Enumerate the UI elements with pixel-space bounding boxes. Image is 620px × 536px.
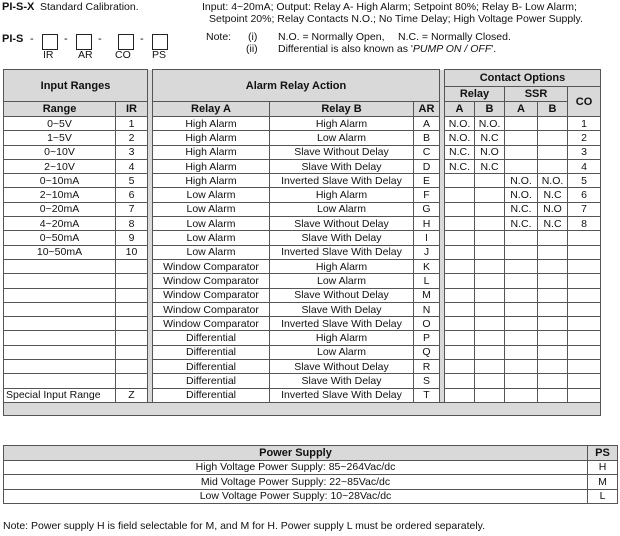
relay-contact-b-cell [475,245,505,259]
ir-cell [116,302,148,316]
dash: - [98,33,102,45]
co-cell: 6 [568,188,601,202]
relay-b-cell: High Alarm [270,188,414,202]
relay-contact-b-cell [475,317,505,331]
ar-cell: E [414,174,440,188]
ssr-b-cell [538,159,568,173]
ir-cell: 1 [116,117,148,131]
range-cell [4,360,116,374]
ps-box [152,34,168,50]
ssr-b-cell [538,231,568,245]
ar-cell: H [414,217,440,231]
ir-cell [116,317,148,331]
ssr-a-cell: N.C. [505,202,538,216]
relay-a-cell: High Alarm [153,117,270,131]
relay-contact-a-cell [445,217,475,231]
note-1-text-2: N.C. = Normally Closed. [398,31,511,43]
table-row [4,302,601,316]
relay-a-cell: Window Comparator [153,317,270,331]
relay-b-cell: Inverted Slave With Delay [270,174,414,188]
ir-header: IR [116,102,148,117]
ar-cell: O [414,317,440,331]
relay-a-cell: High Alarm [153,131,270,145]
relay-contact-a-cell [445,174,475,188]
power-desc-cell: High Voltage Power Supply: 85~264Vac/dc [4,460,588,475]
note-label: Note: [206,31,232,43]
ir-cell [116,345,148,359]
relay-b-cell: Slave Without Delay [270,145,414,159]
co-cell [568,245,601,259]
co-cell [568,231,601,245]
relay-contact-a-cell [445,302,475,316]
relay-a-cell: Window Comparator [153,274,270,288]
ar-cell: L [414,274,440,288]
co-cell: 7 [568,202,601,216]
ssr-a-cell [505,360,538,374]
ir-cell [116,259,148,273]
table-row [4,217,601,231]
ssr-b-cell [538,131,568,145]
relay-b-cell: Slave With Delay [270,374,414,388]
relay-contact-a-cell [445,231,475,245]
range-cell: 0~50mA [4,231,116,245]
range-cell [4,345,116,359]
ir-cell: 6 [116,188,148,202]
ssr-a-cell [505,374,538,388]
ps-label: PS [152,49,167,61]
range-cell: 0~10mA [4,174,116,188]
ir-cell [116,374,148,388]
ir-cell [116,274,148,288]
table-row [4,288,601,302]
relay-a-cell: Low Alarm [153,245,270,259]
ar-cell: Q [414,345,440,359]
relay-contact-b-cell [475,331,505,345]
relay-b-cell: High Alarm [270,331,414,345]
ir-cell [116,288,148,302]
relay-header: Relay [445,87,505,102]
power-desc-cell: Mid Voltage Power Supply: 22~85Vac/dc [4,475,588,490]
relay-b-cell: Low Alarm [270,131,414,145]
table-row [4,360,601,374]
relay-a-cell: Window Comparator [153,302,270,316]
table-row [4,188,601,202]
ssr-b-cell [538,145,568,159]
ssr-a-cell [505,117,538,131]
relay-a-cell: Differential [153,345,270,359]
contact-options-header: Contact Options [445,70,601,87]
relay-contact-a-cell [445,374,475,388]
ar-cell: J [414,245,440,259]
dash: - [140,33,144,45]
ssr-b-cell: N.O. [538,174,568,188]
ar-cell: C [414,145,440,159]
ssr-a-cell: N.C. [505,217,538,231]
relay-contact-b-cell: N.C [475,159,505,173]
ssr-a-cell [505,159,538,173]
input-ranges-header: Input Ranges [4,70,148,102]
range-cell: 10~50mA [4,245,116,259]
table-row [4,117,601,131]
relay-contact-a-cell [445,388,475,402]
co-cell [568,388,601,402]
ir-cell: 3 [116,145,148,159]
co-cell [568,360,601,374]
ir-cell: 7 [116,202,148,216]
std-label: Standard Calibration. [40,1,139,13]
power-row [4,475,618,490]
std-desc-2: Setpoint 20%; Relay Contacts N.O.; No Time Delay; High Voltage Power Supply. [209,13,583,25]
relay-a-cell: Low Alarm [153,202,270,216]
ssr-b-cell: N.O [538,202,568,216]
relay-a-cell: Window Comparator [153,288,270,302]
co-header: CO [568,87,601,117]
power-supply-table [3,445,618,504]
ar-cell: P [414,331,440,345]
range-cell: 0~20mA [4,202,116,216]
range-cell [4,259,116,273]
relay-contact-b-cell [475,274,505,288]
relay-contact-a-cell [445,288,475,302]
note-2-text: Differential is also known as 'PUMP ON / OFF'. [278,43,497,55]
ar-cell: N [414,302,440,316]
ssr-a-cell [505,345,538,359]
ar-cell: T [414,388,440,402]
relay-contact-b-cell [475,360,505,374]
co-cell [568,259,601,273]
relay-b-cell: High Alarm [270,117,414,131]
ssr-b-cell [538,259,568,273]
ssr-a-cell [505,388,538,402]
relay-contact-b-cell: N.O. [475,117,505,131]
co-cell: 8 [568,217,601,231]
order-code [2,31,182,61]
relay-a-cell: Differential [153,374,270,388]
std-desc-1: Input: 4~20mA; Output: Relay A- High Alarm; Setpoint 80%; Relay B- Low Alarm; [202,1,577,13]
ssr-header: SSR [505,87,568,102]
relay-b-cell: Inverted Slave With Delay [270,317,414,331]
co-cell [568,288,601,302]
note-1-text: N.O. = Normally Open, [278,31,385,43]
model-std: PI-S-X [2,1,35,13]
power-code-cell: L [588,489,618,504]
power-code-cell: M [588,475,618,490]
relay-contact-b-cell [475,374,505,388]
relay-contact-a-cell: N.C. [445,145,475,159]
ir-label: IR [43,49,54,61]
range-cell [4,317,116,331]
ar-label: AR [78,49,93,61]
relay-contact-b-cell [475,259,505,273]
relay-contact-b-cell [475,188,505,202]
ssr-b-col-header: B [538,102,568,117]
relay-b-cell: Slave With Delay [270,231,414,245]
relay-a-cell: Window Comparator [153,259,270,273]
ar-cell: M [414,288,440,302]
relay-a-cell: Differential [153,360,270,374]
relay-contact-b-cell [475,288,505,302]
range-cell: 0~5V [4,117,116,131]
range-cell: 1~5V [4,131,116,145]
range-cell [4,331,116,345]
dash: - [30,33,34,45]
table-row [4,259,601,273]
ar-cell: S [414,374,440,388]
relay-b-cell: High Alarm [270,259,414,273]
ssr-b-cell: N.C [538,188,568,202]
relay-a-cell: High Alarm [153,174,270,188]
table-row [4,345,601,359]
table-row [4,159,601,173]
relay-contact-b-cell: N.C [475,131,505,145]
table-row [4,317,601,331]
relay-b-cell: Low Alarm [270,202,414,216]
co-cell [568,302,601,316]
power-code-cell: H [588,460,618,475]
range-cell [4,274,116,288]
ir-cell: 10 [116,245,148,259]
table-gap [4,402,601,415]
table-row [4,174,601,188]
co-cell [568,331,601,345]
table-row [4,131,601,145]
relay-contact-b-cell [475,231,505,245]
relay-a-cell: Low Alarm [153,217,270,231]
relay-contact-b-cell [475,174,505,188]
ssr-b-cell [538,388,568,402]
ssr-a-cell [505,131,538,145]
power-supply-header: Power Supply [4,446,588,461]
ir-cell: 9 [116,231,148,245]
relay-contact-a-cell [445,202,475,216]
ssr-b-cell [538,317,568,331]
ssr-b-cell [538,331,568,345]
relay-contact-a-cell [445,188,475,202]
relay-b-cell: Slave Without Delay [270,360,414,374]
relay-a-header: Relay A [153,102,270,117]
relay-contact-a-cell [445,331,475,345]
relay-b-header: Relay B [270,102,414,117]
co-cell [568,274,601,288]
table-row [4,374,601,388]
ssr-a-cell [505,302,538,316]
relay-contact-a-cell [445,259,475,273]
options-table [3,69,601,416]
table-row [4,245,601,259]
ssr-b-cell [538,117,568,131]
ssr-a-cell: N.O. [505,188,538,202]
power-row [4,489,618,504]
co-cell: 1 [568,117,601,131]
ir-cell [116,360,148,374]
power-desc-cell: Low Voltage Power Supply: 10~28Vac/dc [4,489,588,504]
co-cell: 3 [568,145,601,159]
ssr-b-cell [538,374,568,388]
note-2-index: (ii) [246,43,258,55]
co-cell [568,317,601,331]
ssr-b-cell [538,360,568,374]
co-cell [568,345,601,359]
ssr-b-cell [538,245,568,259]
ssr-a-cell [505,317,538,331]
relay-a-cell: Differential [153,331,270,345]
ar-cell: K [414,259,440,273]
table-row [4,388,601,402]
order-prefix: PI-S [2,33,24,45]
relay-a-cell: High Alarm [153,159,270,173]
ar-cell: B [414,131,440,145]
relay-b-cell: Inverted Slave With Delay [270,245,414,259]
relay-contact-a-cell [445,345,475,359]
table-row [4,145,601,159]
ssr-a-cell: N.O. [505,174,538,188]
ssr-b-cell [538,345,568,359]
ssr-a-cell [505,231,538,245]
table-row [4,274,601,288]
footer-note: Note: Power supply H is field selectable for M, and M for H. Power supply L must be ordered separately. [3,520,486,532]
relay-contact-b-cell [475,345,505,359]
ar-cell: A [414,117,440,131]
relay-b-cell: Low Alarm [270,274,414,288]
relay-contact-a-cell: N.C. [445,159,475,173]
relay-contact-b-cell [475,388,505,402]
relay-b-col-header: B [475,102,505,117]
relay-b-cell: Slave Without Delay [270,288,414,302]
co-cell: 5 [568,174,601,188]
relay-contact-a-cell [445,317,475,331]
relay-contact-b-cell [475,302,505,316]
ps-header: PS [588,446,618,461]
ir-box [42,34,58,50]
ssr-a-cell [505,245,538,259]
dash: - [64,33,68,45]
note-1-index: (i) [248,31,258,43]
co-box [118,34,134,50]
ssr-a-cell [505,259,538,273]
relay-contact-a-cell: N.O. [445,131,475,145]
ir-cell: 5 [116,174,148,188]
relay-a-col-header: A [445,102,475,117]
ir-cell: 4 [116,159,148,173]
ar-cell: G [414,202,440,216]
ssr-a-cell [505,288,538,302]
relay-contact-b-cell [475,217,505,231]
ir-cell [116,331,148,345]
relay-contact-a-cell [445,360,475,374]
relay-b-cell: Slave With Delay [270,302,414,316]
ir-cell: 8 [116,217,148,231]
ir-cell: 2 [116,131,148,145]
ssr-b-cell [538,274,568,288]
power-row [4,460,618,475]
table-row [4,202,601,216]
range-cell [4,374,116,388]
range-cell: 4~20mA [4,217,116,231]
ar-cell: F [414,188,440,202]
ssr-a-cell [505,145,538,159]
ar-cell: D [414,159,440,173]
relay-a-cell: Differential [153,388,270,402]
relay-b-cell: Inverted Slave With Delay [270,388,414,402]
relay-a-cell: Low Alarm [153,231,270,245]
co-cell: 2 [568,131,601,145]
ar-header: AR [414,102,440,117]
table-row [4,231,601,245]
range-cell: Special Input Range [4,388,116,402]
ar-cell: R [414,360,440,374]
relay-b-cell: Slave With Delay [270,159,414,173]
ssr-b-cell [538,302,568,316]
relay-a-cell: Low Alarm [153,188,270,202]
ssr-b-cell [538,288,568,302]
range-cell: 0~10V [4,145,116,159]
relay-b-cell: Slave Without Delay [270,217,414,231]
co-cell [568,374,601,388]
ssr-b-cell: N.C [538,217,568,231]
ir-cell: Z [116,388,148,402]
alarm-action-header: Alarm Relay Action [153,70,440,102]
relay-contact-a-cell [445,274,475,288]
relay-a-cell: High Alarm [153,145,270,159]
ssr-a-cell [505,331,538,345]
co-cell: 4 [568,159,601,173]
range-cell: 2~10V [4,159,116,173]
range-cell [4,302,116,316]
ar-cell: I [414,231,440,245]
co-label: CO [115,49,131,61]
ssr-a-col-header: A [505,102,538,117]
ar-box [76,34,92,50]
standard-calibration [2,1,618,25]
range-cell: 2~10mA [4,188,116,202]
range-header: Range [4,102,116,117]
relay-contact-b-cell: N.O [475,145,505,159]
relay-contact-a-cell [445,245,475,259]
range-cell [4,288,116,302]
relay-b-cell: Low Alarm [270,345,414,359]
table-row [4,331,601,345]
relay-contact-b-cell [475,202,505,216]
relay-contact-a-cell: N.O. [445,117,475,131]
ssr-a-cell [505,274,538,288]
